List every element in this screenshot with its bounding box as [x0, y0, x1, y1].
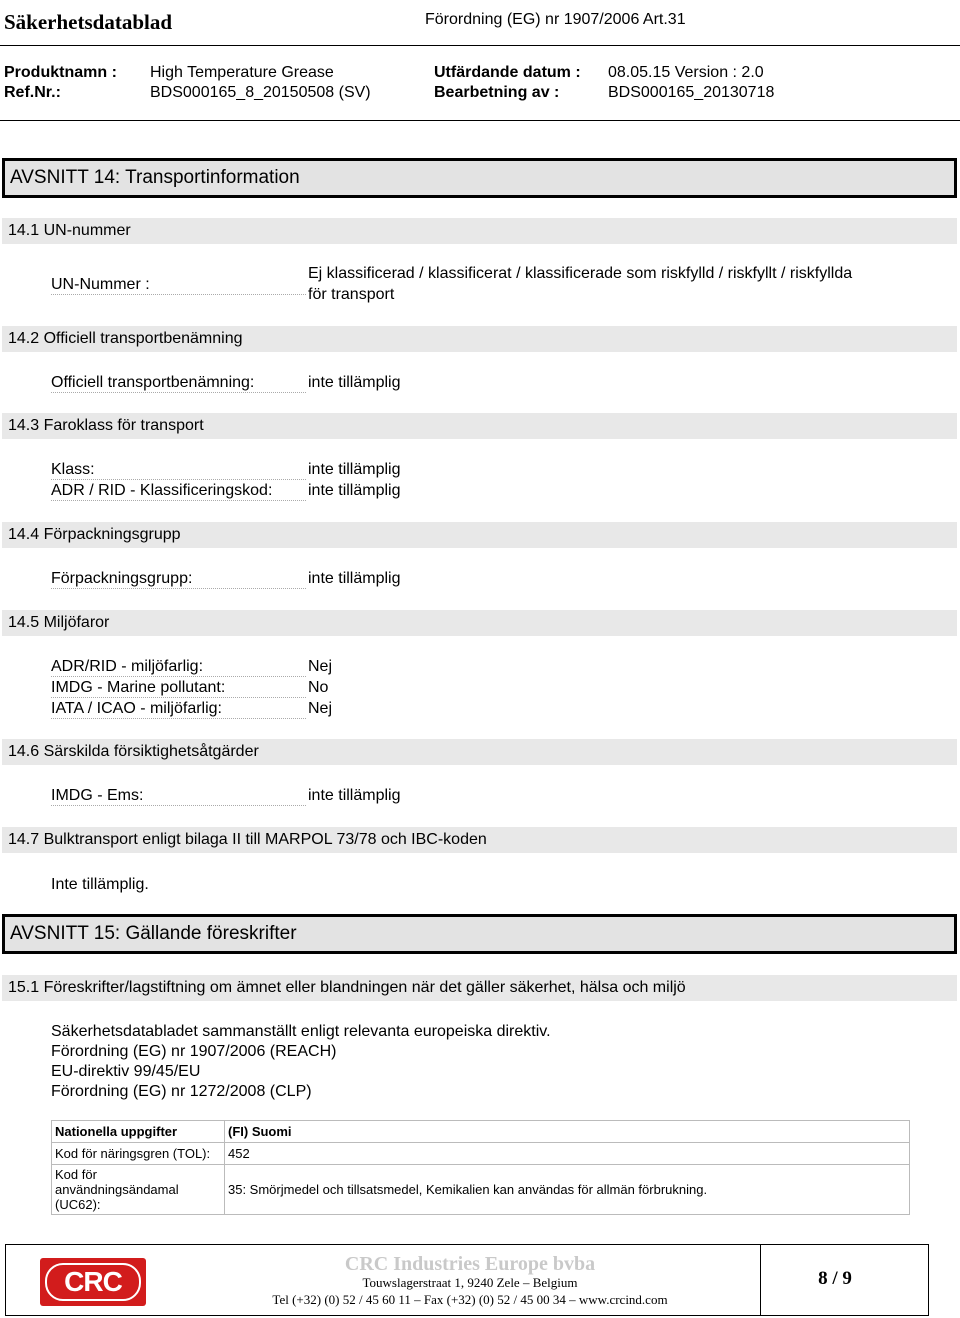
table-row	[52, 1165, 910, 1215]
crc-logo-text: CRC	[45, 1263, 141, 1301]
regulation-line-2: Förordning (EG) nr 1907/2006 (REACH)	[51, 1043, 337, 1060]
use-code-label: Kod för användningsändamal (UC62):	[52, 1165, 225, 1215]
product-name-label: Produktnamn :	[4, 64, 117, 81]
edited-by-value: BDS000165_20130718	[608, 84, 775, 101]
packing-group-label: Förpackningsgrupp:	[51, 570, 306, 589]
national-info-table	[51, 1120, 910, 1215]
subsection-15-1-heading: 15.1 Föreskrifter/lagstiftning om ämnet eller blandningen när det gäller säkerhet, hälsa och miljö	[2, 975, 957, 1001]
class-value: inte tillämplig	[308, 461, 401, 478]
subsection-14-2-heading: 14.2 Officiell transportbenämning	[2, 326, 957, 352]
transport-name-value: inte tillämplig	[308, 374, 401, 391]
adr-rid-env-value: Nej	[308, 658, 333, 675]
iata-icao-env-label: IATA / ICAO - miljöfarlig:	[51, 700, 306, 719]
imdg-marine-pollutant-label: IMDG - Marine pollutant:	[51, 679, 306, 698]
adr-rid-env-label: ADR/RID - miljöfarlig:	[51, 658, 306, 677]
classification-code-value: inte tillämplig	[308, 482, 401, 499]
crc-logo	[40, 1258, 146, 1306]
subsection-14-7-heading: 14.7 Bulktransport enligt bilaga II till MARPOL 73/78 och IBC-koden	[2, 827, 957, 853]
edited-by-label: Bearbetning av :	[434, 84, 560, 101]
industry-code-label: Kod för näringsgren (TOL):	[52, 1143, 225, 1165]
regulation-reference: Förordning (EG) nr 1907/2006 Art.31	[425, 11, 686, 28]
page-number: 8 / 9	[818, 1268, 852, 1289]
company-address: Touwslagerstraat 1, 9240 Zele – Belgium	[362, 1275, 578, 1290]
industry-code-value: 452	[225, 1143, 910, 1165]
imdg-ems-label: IMDG - Ems:	[51, 787, 306, 806]
company-contact: Tel (+32) (0) 52 / 45 60 11 – Fax (+32) (0) 52 / 45 00 34 – www.crcind.com	[272, 1292, 668, 1307]
ref-number-label: Ref.Nr.:	[4, 84, 61, 101]
table-header-national: Nationella uppgifter	[52, 1121, 225, 1143]
subsection-14-5-heading: 14.5 Miljöfaror	[2, 610, 957, 636]
issue-date-label: Utfärdande datum :	[434, 64, 581, 81]
un-number-label: UN-Nummer :	[51, 276, 306, 295]
product-name-value: High Temperature Grease	[150, 64, 334, 81]
subsection-14-6-heading: 14.6 Särskilda försiktighetsåtgärder	[2, 739, 957, 765]
transport-name-label: Officiell transportbenämning:	[51, 374, 306, 393]
packing-group-value: inte tillämplig	[308, 570, 401, 587]
footer-divider	[760, 1245, 761, 1315]
subsection-14-4-heading: 14.4 Förpackningsgrupp	[2, 522, 957, 548]
issue-date-value: 08.05.15 Version : 2.0	[608, 64, 764, 81]
regulation-line-3: EU-direktiv 99/45/EU	[51, 1063, 201, 1080]
ref-number-value: BDS000165_8_20150508 (SV)	[150, 84, 371, 101]
header-divider	[0, 45, 960, 46]
subsection-14-3-heading: 14.3 Faroklass för transport	[2, 413, 957, 439]
table-row	[52, 1143, 910, 1165]
document-title: Säkerhetsdatablad	[4, 10, 173, 34]
classification-code-label: ADR / RID - Klassificeringskod:	[51, 482, 306, 501]
imdg-ems-value: inte tillämplig	[308, 787, 401, 804]
un-number-value-line1: Ej klassificerad / klassificerat / klassificerade som riskfylld / riskfyllt / riskfyllda	[308, 265, 853, 282]
iata-icao-env-value: Nej	[308, 700, 333, 717]
regulation-line-1: Säkerhetsdatabladet sammanställt enligt relevanta europeiska direktiv.	[51, 1023, 551, 1040]
section-15-heading: AVSNITT 15: Gällande föreskrifter	[2, 914, 957, 954]
un-number-value-line2: för transport	[308, 286, 395, 303]
table-row	[52, 1121, 910, 1143]
table-header-country: (FI) Suomi	[225, 1121, 910, 1143]
use-code-value: 35: Smörjmedel och tillsatsmedel, Kemikalien kan användas för allmän förbrukning.	[225, 1165, 910, 1215]
subsection-14-1-heading: 14.1 UN-nummer	[2, 218, 957, 244]
section-14-heading: AVSNITT 14: Transportinformation	[2, 158, 957, 198]
bulk-transport-text: Inte tillämplig.	[51, 876, 149, 893]
company-name: CRC Industries Europe bvba	[344, 1253, 596, 1275]
regulation-line-4: Förordning (EG) nr 1272/2008 (CLP)	[51, 1083, 312, 1100]
class-label: Klass:	[51, 461, 306, 480]
header-divider-2	[0, 120, 960, 121]
imdg-marine-pollutant-value: No	[308, 679, 329, 696]
